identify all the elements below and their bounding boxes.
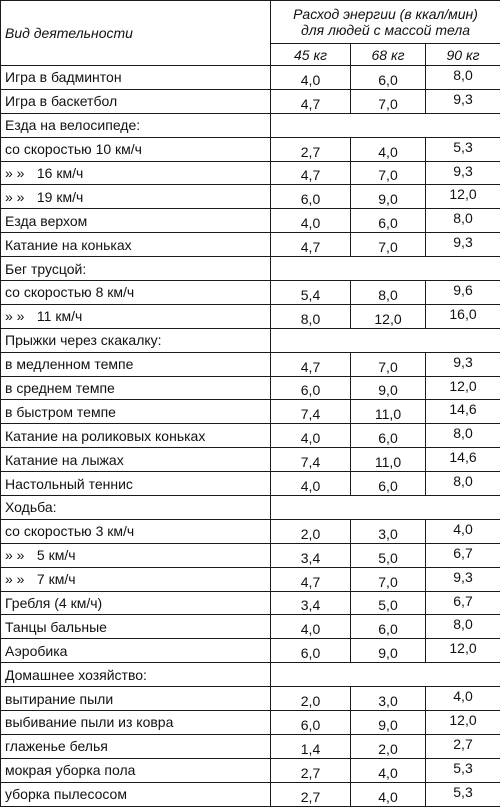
table-row	[1, 66, 500, 90]
energy-header-line1: Расход энергии (в ккал/мин)	[293, 6, 478, 22]
value-45kg: 4,7	[271, 567, 351, 591]
table-row	[1, 352, 500, 376]
ditto-mark: » »	[5, 165, 25, 181]
energy-header	[271, 1, 500, 44]
activity-cell	[1, 161, 271, 185]
activity-label: 19 км/ч	[36, 188, 84, 205]
table-row	[1, 591, 500, 615]
ditto-mark: » »	[5, 188, 25, 205]
value-45kg: 4,7	[271, 352, 351, 376]
value-90kg: 9,3	[426, 89, 500, 113]
value-90kg: 2,7	[426, 734, 500, 758]
activity-cell	[1, 543, 271, 567]
activity-cell	[1, 567, 271, 591]
value-45kg: 8,0	[271, 304, 351, 328]
value-68kg: 6,0	[351, 615, 426, 639]
value-90kg: 4,0	[426, 687, 500, 711]
table-row	[1, 233, 500, 257]
value-45kg: 4,0	[271, 209, 351, 233]
value-45kg: 4,7	[271, 161, 351, 185]
value-45kg: 5,4	[271, 281, 351, 305]
table-row	[1, 639, 500, 663]
table-row	[1, 185, 500, 209]
ditto-mark: » »	[5, 308, 25, 325]
activity-label: 16 км/ч	[36, 165, 84, 181]
section-label: Езда на велосипеде:	[1, 113, 271, 137]
value-90kg: 8,0	[426, 472, 500, 496]
value-45kg: 4,0	[271, 472, 351, 496]
table-row	[1, 209, 500, 233]
value-68kg: 2,0	[351, 734, 426, 758]
table-row	[1, 782, 500, 806]
value-45kg: 7,4	[271, 400, 351, 424]
activity-cell: Гребля (4 км/ч)	[1, 591, 271, 615]
section-blank-cell	[271, 496, 500, 520]
value-68kg: 3,0	[351, 519, 426, 543]
value-90kg: 8,0	[426, 209, 500, 233]
activity-cell: в среднем темпе	[1, 376, 271, 400]
mass-header-68: 68 кг	[351, 44, 426, 66]
value-45kg: 3,4	[271, 591, 351, 615]
value-68kg: 9,0	[351, 639, 426, 663]
table-row	[1, 519, 500, 543]
mass-header-90: 90 кг	[426, 44, 500, 66]
value-45kg: 1,4	[271, 734, 351, 758]
activity-cell: Катание на коньках	[1, 233, 271, 257]
ditto-mark: » »	[5, 547, 25, 564]
value-90kg: 12,0	[426, 711, 500, 735]
value-90kg: 9,3	[426, 352, 500, 376]
value-90kg: 8,0	[426, 424, 500, 448]
activity-cell: вытирание пыли	[1, 687, 271, 711]
activity-cell: Танцы бальные	[1, 615, 271, 639]
value-68kg: 6,0	[351, 66, 426, 90]
table-row	[1, 304, 500, 328]
activity-label: 5 км/ч	[36, 547, 76, 564]
value-90kg: 9,3	[426, 567, 500, 591]
table-row	[1, 161, 500, 185]
value-45kg: 2,7	[271, 758, 351, 782]
section-label: Ходьба:	[1, 496, 271, 520]
activity-cell	[1, 185, 271, 209]
value-90kg: 8,0	[426, 66, 500, 90]
value-68kg: 4,0	[351, 137, 426, 161]
value-90kg: 14,6	[426, 448, 500, 472]
activity-cell: в медленном темпе	[1, 352, 271, 376]
activity-cell: в быстром темпе	[1, 400, 271, 424]
activity-cell: уборка пылесосом	[1, 782, 271, 806]
value-90kg: 4,0	[426, 519, 500, 543]
value-45kg: 6,0	[271, 185, 351, 209]
value-68kg: 9,0	[351, 376, 426, 400]
section-label: Домашнее хозяйство:	[1, 663, 271, 687]
value-45kg: 4,0	[271, 424, 351, 448]
ditto-mark: » »	[5, 571, 25, 588]
table-row	[1, 137, 500, 161]
activity-cell: глаженье белья	[1, 734, 271, 758]
value-68kg: 9,0	[351, 711, 426, 735]
value-45kg: 4,0	[271, 66, 351, 90]
value-68kg: 6,0	[351, 424, 426, 448]
table-row	[1, 543, 500, 567]
value-90kg: 6,7	[426, 591, 500, 615]
activity-cell: со скоростью 8 км/ч	[1, 281, 271, 305]
value-68kg: 5,0	[351, 543, 426, 567]
activity-cell: Игра в баскетбол	[1, 89, 271, 113]
activity-cell: мокрая уборка пола	[1, 758, 271, 782]
table-row	[1, 400, 500, 424]
section-row	[1, 496, 500, 520]
value-45kg: 6,0	[271, 639, 351, 663]
section-blank-cell	[271, 257, 500, 281]
table-row	[1, 472, 500, 496]
section-label: Бег трусцой:	[1, 257, 271, 281]
table-row	[1, 448, 500, 472]
activity-cell: Езда верхом	[1, 209, 271, 233]
value-68kg: 11,0	[351, 400, 426, 424]
value-45kg: 4,0	[271, 615, 351, 639]
table-row	[1, 734, 500, 758]
table-row	[1, 687, 500, 711]
value-90kg: 8,0	[426, 615, 500, 639]
value-68kg: 7,0	[351, 567, 426, 591]
energy-header-line2: для людей с массой тела	[300, 22, 471, 38]
value-68kg: 3,0	[351, 687, 426, 711]
value-90kg: 5,3	[426, 758, 500, 782]
value-68kg: 7,0	[351, 233, 426, 257]
section-blank-cell	[271, 663, 500, 687]
value-68kg: 9,0	[351, 185, 426, 209]
value-68kg: 8,0	[351, 281, 426, 305]
value-90kg: 12,0	[426, 376, 500, 400]
activity-header: Вид деятельности	[1, 1, 271, 66]
activity-cell: Катание на лыжах	[1, 448, 271, 472]
value-45kg: 6,0	[271, 711, 351, 735]
value-90kg: 6,7	[426, 543, 500, 567]
value-90kg: 5,3	[426, 137, 500, 161]
value-68kg: 4,0	[351, 758, 426, 782]
mass-header-45: 45 кг	[271, 44, 351, 66]
section-label: Прыжки через скакалку:	[1, 328, 271, 352]
activity-cell	[1, 304, 271, 328]
activity-cell: Настольный теннис	[1, 472, 271, 496]
value-45kg: 4,7	[271, 233, 351, 257]
section-row	[1, 257, 500, 281]
value-45kg: 2,7	[271, 137, 351, 161]
value-90kg: 12,0	[426, 639, 500, 663]
activity-cell: выбивание пыли из ковра	[1, 711, 271, 735]
value-68kg: 7,0	[351, 352, 426, 376]
table-row	[1, 89, 500, 113]
value-68kg: 7,0	[351, 89, 426, 113]
value-45kg: 3,4	[271, 543, 351, 567]
value-68kg: 6,0	[351, 472, 426, 496]
value-45kg: 6,0	[271, 376, 351, 400]
section-blank-cell	[271, 328, 500, 352]
value-90kg: 9,3	[426, 161, 500, 185]
activity-cell: Аэробика	[1, 639, 271, 663]
header-row	[1, 1, 500, 44]
section-row	[1, 663, 500, 687]
value-68kg: 11,0	[351, 448, 426, 472]
value-45kg: 2,0	[271, 687, 351, 711]
value-68kg: 7,0	[351, 161, 426, 185]
section-row	[1, 328, 500, 352]
table-row	[1, 567, 500, 591]
activity-cell: со скоростью 10 км/ч	[1, 137, 271, 161]
value-68kg: 6,0	[351, 209, 426, 233]
table-row	[1, 376, 500, 400]
value-45kg: 2,7	[271, 782, 351, 806]
value-45kg: 7,4	[271, 448, 351, 472]
table-row	[1, 711, 500, 735]
value-90kg: 16,0	[426, 304, 500, 328]
table-row	[1, 424, 500, 448]
value-90kg: 14,6	[426, 400, 500, 424]
value-68kg: 4,0	[351, 782, 426, 806]
activity-cell: Игра в бадминтон	[1, 66, 271, 90]
value-68kg: 12,0	[351, 304, 426, 328]
value-45kg: 4,7	[271, 89, 351, 113]
value-45kg: 2,0	[271, 519, 351, 543]
section-blank-cell	[271, 113, 500, 137]
table-row	[1, 758, 500, 782]
activity-label: 7 км/ч	[36, 571, 76, 588]
value-68kg: 5,0	[351, 591, 426, 615]
table-row	[1, 281, 500, 305]
activity-label: 11 км/ч	[36, 308, 83, 325]
activity-cell: со скоростью 3 км/ч	[1, 519, 271, 543]
value-90kg: 9,6	[426, 281, 500, 305]
value-90kg: 5,3	[426, 782, 500, 806]
section-row	[1, 113, 500, 137]
value-90kg: 12,0	[426, 185, 500, 209]
activity-cell: Катание на роликовых коньках	[1, 424, 271, 448]
table-row	[1, 615, 500, 639]
value-90kg: 9,3	[426, 233, 500, 257]
table-body	[1, 66, 500, 807]
